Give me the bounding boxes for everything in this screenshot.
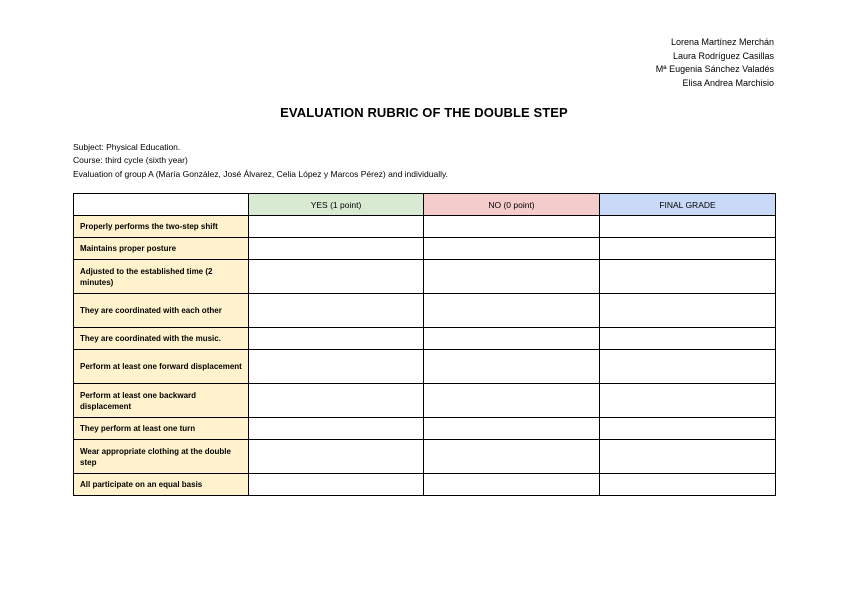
table-row	[74, 474, 776, 496]
criterion-cell: Properly performs the two-step shift	[74, 216, 249, 238]
subject-line: Subject: Physical Education.	[73, 142, 181, 152]
author-name: Laura Rodríguez Casillas	[672, 50, 774, 61]
page-title: EVALUATION RUBRIC OF THE DOUBLE STEP	[280, 105, 568, 120]
final-grade-cell	[600, 418, 776, 440]
criterion-cell: Wear appropriate clothing at the double step	[74, 440, 249, 474]
no-cell	[424, 384, 600, 418]
table-header-row	[74, 194, 776, 216]
no-cell	[424, 328, 600, 350]
no-cell	[424, 350, 600, 384]
yes-cell	[249, 238, 424, 260]
yes-cell	[249, 294, 424, 328]
evaluation-line: Evaluation of group A (María González, José Álvarez, Celia López y Marcos Pérez) and individually.	[73, 168, 448, 179]
criterion-cell: They are coordinated with the music.	[74, 328, 249, 350]
criterion-cell: Maintains proper posture	[74, 238, 249, 260]
criterion-cell: They perform at least one turn	[74, 418, 249, 440]
header-cell-no: NO (0 point)	[424, 194, 600, 216]
final-grade-cell	[600, 384, 776, 418]
header-cell-yes: YES (1 point)	[249, 194, 424, 216]
yes-cell	[249, 474, 424, 496]
author-name: Lorena Martínez Merchán	[670, 37, 774, 47]
table-row	[74, 418, 776, 440]
course-line: Course: third cycle (sixth year)	[73, 155, 188, 166]
rubric-table	[73, 193, 776, 496]
table-row	[74, 260, 776, 294]
final-grade-cell	[600, 474, 776, 496]
document-meta	[73, 141, 448, 181]
author-name: Elisa Andrea Marchisio	[682, 77, 774, 88]
yes-cell	[249, 216, 424, 238]
criterion-cell: Perform at least one forward displacement	[74, 350, 249, 384]
no-cell	[424, 260, 600, 294]
final-grade-cell	[600, 328, 776, 350]
author-name: Mª Eugenia Sánchez Valadés	[655, 64, 774, 74]
yes-cell	[249, 260, 424, 294]
no-cell	[424, 216, 600, 238]
table-row	[74, 384, 776, 418]
yes-cell	[249, 418, 424, 440]
table-row	[74, 238, 776, 260]
criterion-cell: They are coordinated with each other	[74, 294, 249, 328]
no-cell	[424, 294, 600, 328]
yes-cell	[249, 350, 424, 384]
yes-cell	[249, 440, 424, 474]
yes-cell	[249, 328, 424, 350]
table-row	[74, 294, 776, 328]
table-row	[74, 328, 776, 350]
criterion-cell: Adjusted to the established time (2 minutes)	[74, 260, 249, 294]
final-grade-cell	[600, 260, 776, 294]
final-grade-cell	[600, 216, 776, 238]
no-cell	[424, 440, 600, 474]
authors-block	[656, 36, 774, 90]
final-grade-cell	[600, 440, 776, 474]
final-grade-cell	[600, 350, 776, 384]
header-cell-empty	[74, 194, 249, 216]
no-cell	[424, 474, 600, 496]
header-cell-final-grade: FINAL GRADE	[600, 194, 776, 216]
final-grade-cell	[600, 238, 776, 260]
yes-cell	[249, 384, 424, 418]
criterion-cell: All participate on an equal basis	[74, 474, 249, 496]
table-row	[74, 440, 776, 474]
no-cell	[424, 238, 600, 260]
no-cell	[424, 418, 600, 440]
table-row	[74, 216, 776, 238]
criterion-cell: Perform at least one backward displacement	[74, 384, 249, 418]
table-row	[74, 350, 776, 384]
final-grade-cell	[600, 294, 776, 328]
